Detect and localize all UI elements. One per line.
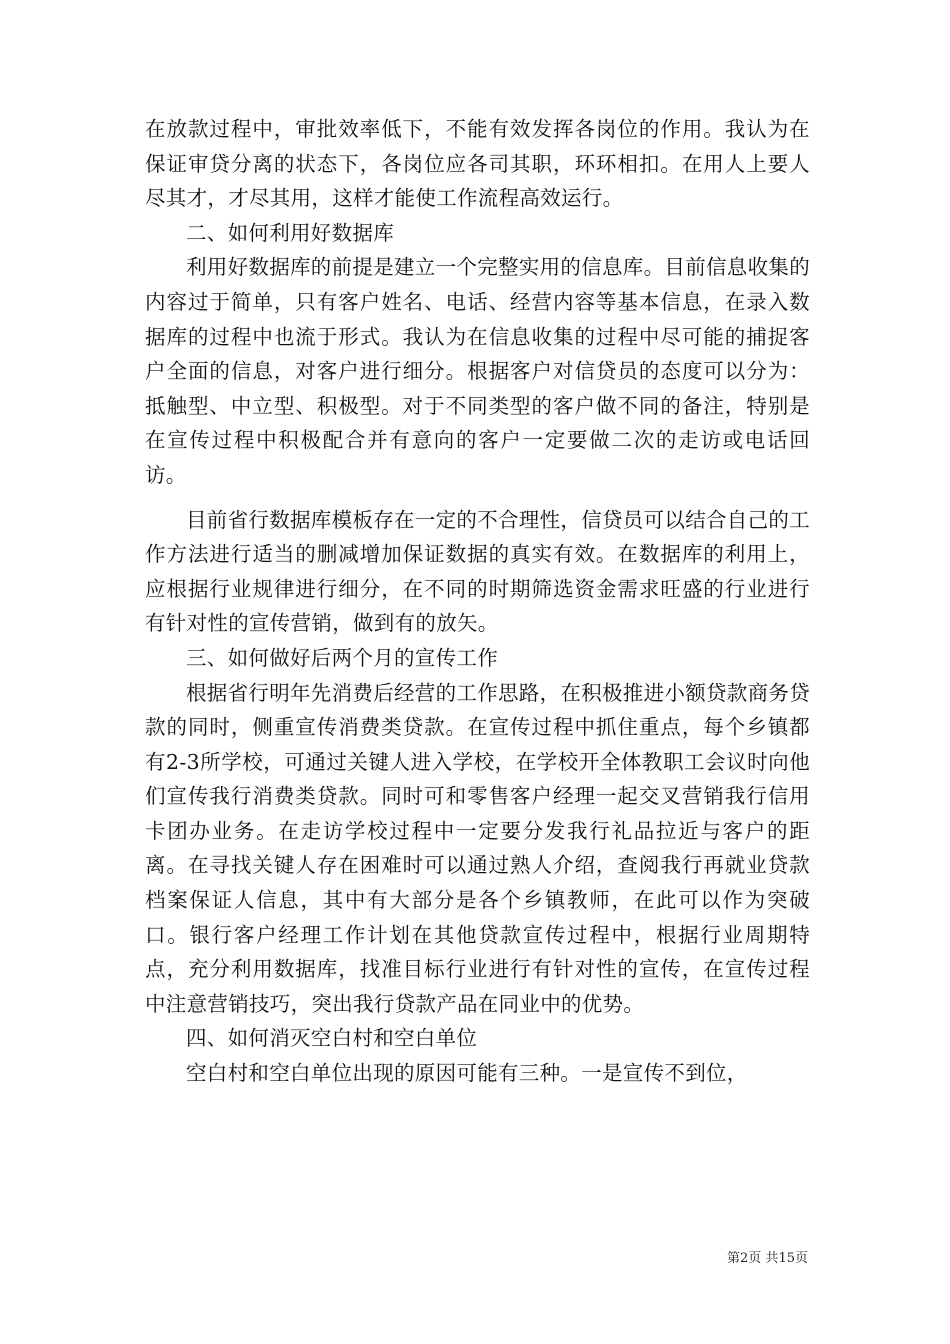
footer-middle: 页 共	[748, 1251, 779, 1266]
document-body	[145, 112, 810, 1091]
footer-prefix: 第	[727, 1251, 741, 1266]
paragraph-database-template: 目前省行数据库模板存在一定的不合理性，信贷员可以结合自己的工作方法进行适当的删减增加保证数据的真实有效。在数据库的利用上，应根据行业规律进行细分，在不同的时期筛选资金需求旺盛的行业进行有针对性的宣传营销，做到有的放矢。	[145, 507, 810, 636]
paragraph-publicity-work: 根据省行明年先消费后经营的工作思路，在积极推进小额贷款商务贷款的同时，侧重宣传消费类贷款。在宣传过程中抓住重点，每个乡镇都有2-3所学校，可通过关键人进入学校，在学校开全体教职工会议时向他们宣传我行消费类贷款。同时可和零售客户经理一起交叉营销我行信用卡团办业务。在走访学校过程中一定要分发我行礼品拉近与客户的距离。在寻找关键人存在困难时可以通过熟人介绍，查阅我行再就业贷款档案保证人信息，其中有大部分是各个乡镇教师，在此可以作为突破口。银行客户经理工作计划在其他贷款宣传过程中，根据行业周期特点，充分利用数据库，找准目标行业进行有针对性的宣传，在宣传过程中注意营销技巧，突出我行贷款产品在同业中的优势。	[145, 680, 810, 1016]
paragraph-blank-villages: 空白村和空白单位出现的原因可能有三种。一是宣传不到位，	[186, 1061, 748, 1086]
paragraph-database-info: 利用好数据库的前提是建立一个完整实用的信息库。目前信息收集的内容过于简单，只有客户姓名、电话、经营内容等基本信息，在录入数据库的过程中也流于形式。我认为在信息收集的过程中尽可能的捕捉客户全面的信息，对客户进行细分。根据客户对信贷员的态度可以分为：抵触型、中立型、积极型。对于不同类型的客户做不同的备注，特别是在宣传过程中积极配合并有意向的客户一定要做二次的走访或电话回访。	[145, 255, 810, 487]
footer-current-page: 2	[740, 1251, 749, 1266]
heading-section-3: 三、如何做好后两个月的宣传工作	[186, 645, 498, 670]
page-footer	[0, 1247, 808, 1266]
paragraph-approval-efficiency: 在放款过程中，审批效率低下，不能有效发挥各岗位的作用。我认为在保证审贷分离的状态下，各岗位应各司其职，环环相扣。在用人上要人尽其才，才尽其用，这样才能使工作流程高效运行。	[145, 117, 810, 211]
footer-suffix: 页	[794, 1251, 808, 1266]
footer-total-pages: 15	[778, 1251, 795, 1266]
heading-section-2: 二、如何利用好数据库	[186, 220, 394, 245]
heading-section-4: 四、如何消灭空白村和空白单位	[186, 1026, 478, 1051]
